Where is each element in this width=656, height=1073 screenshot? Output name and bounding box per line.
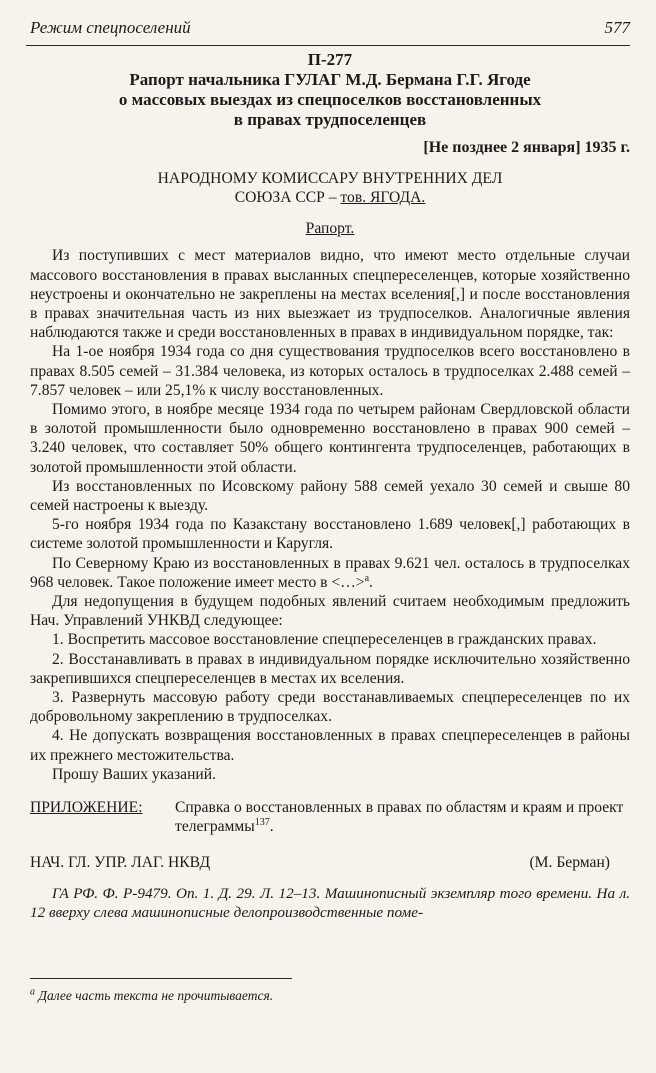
footnote-marker: а (30, 986, 35, 998)
addressee-name: тов. ЯГОДА. (340, 189, 426, 207)
paragraph: Из поступивших с мест материалов видно, что имеют место отдельные случаи массового восстановления в правах высланных спецпереселенцев, которые хозяйственно неустроены и окончательно не закреплены на местах вселения[,] и после восстановления в правах значительная часть из них выезжает из трудпоселков. Аналогичные явления наблюдаются также и среди восстановленных в правах в индивидуальном порядке, так: (30, 247, 630, 342)
appendix (30, 798, 630, 836)
title-line: в правах трудпоселенцев (233, 110, 427, 129)
document-title (30, 70, 630, 130)
signature-name: (М. Берман) (529, 853, 610, 871)
paragraph: Из восстановленных по Исовскому району 588 семей уехало 30 семей и свыше 80 семей настроены к выезду. (30, 477, 630, 515)
header-rule (26, 45, 630, 46)
list-item: 1. Воспретить массовое восстановление спецпереселенцев в гражданских правах. (52, 631, 597, 649)
closing-line: Прошу Ваших указаний. (52, 765, 217, 783)
footnote-ref: а (364, 572, 370, 584)
signature-position: НАЧ. ГЛ. УПР. ЛАГ. НКВД (30, 853, 211, 871)
paragraph: Помимо этого, в ноябре месяце 1934 года по четырем районам Свердловской области в золотой промышленности было одновременно восстановлено в правах 900 семей – 3.240 человек, что составляет 50% общего контингента трудпоселенцев, работающих в золотой промышленности этой области. (30, 401, 630, 476)
document-body (30, 50, 630, 922)
running-header (30, 18, 630, 38)
paragraph: 5-го ноября 1934 года по Казакстану восстановлено 1.689 человек[,] работающих в системе золотой промышленности и Каругля. (30, 516, 630, 553)
footnote (30, 988, 630, 1004)
paragraph: Для недопущения в будущем подобных явлений считаем необходимым предложить Нач. Управлений УНКВД следующее: (30, 593, 630, 630)
addressee (30, 169, 630, 207)
report-heading-text: Рапорт. (305, 220, 355, 238)
appendix-description: Справка о восстановленных в правах по областям и краям и проект телеграммы (175, 799, 624, 836)
addressee-line-1: НАРОДНОМУ КОМИССАРУ ВНУТРЕННИХ ДЕЛ (157, 170, 503, 188)
addressee-line-2 (30, 188, 630, 207)
title-line: Рапорт начальника ГУЛАГ М.Д. Бермана Г.Г. Ягоде (129, 70, 531, 89)
section-title: Режим спецпоселений (30, 18, 191, 37)
title-line: о массовых выездах из спецпоселков восстановленных (118, 90, 542, 109)
appendix-text (175, 798, 630, 836)
page-number: 577 (604, 18, 630, 37)
list-item: 2. Восстанавливать в правах в индивидуальном порядке исключительно хозяйственно закрепившихся спецпереселенцев в местах их вселения. (30, 650, 630, 687)
document-number: П-277 (307, 50, 353, 69)
source-note: ГА РФ. Ф. Р-9479. Оп. 1. Д. 29. Л. 12–13. Машинописный экземпляр того времени. На л. 12 вверху слева машинописные делопроизводственные поме- (30, 884, 630, 921)
paragraph-text: По Северному Краю из восстановленных в правах 9.621 чел. осталось в трудпоселках 968 человек. Такое положение имеет место в <…> (30, 554, 630, 591)
report-heading (30, 219, 630, 238)
list-item: 3. Развернуть массовую работу среди восстанавливаемых спецпереселенцев по их добровольному закреплению в трудпоселках. (30, 689, 630, 726)
document-date: [Не позднее 2 января] 1935 г. (423, 139, 630, 156)
appendix-label: ПРИЛОЖЕНИЕ: (30, 799, 143, 817)
addressee-prefix: СОЮЗА ССР – (234, 189, 341, 207)
endnote-ref: 137 (254, 817, 270, 829)
footnote-text: Далее часть текста не прочитывается. (35, 988, 274, 1003)
appendix-tail: . (269, 818, 274, 836)
paragraph: На 1-ое ноября 1934 года со дня существования трудпоселков всего восстановлено в правах 8.505 семей – 31.384 человека, из которых осталось в трудпоселках 2.488 семей – 7.857 человек – или 25,1% к числу восстановленных. (30, 343, 630, 399)
footnote-rule (30, 978, 292, 979)
list-item: 4. Не допускать возвращения восстановленных в правах спецпереселенцев в районы их прежнего местожительства. (30, 727, 630, 764)
paragraph-with-footnote: По Северному Краю из восстановленных в правах 9.621 чел. осталось в трудпоселках 968 человек. Такое положение имеет место в <…>$^а$. (30, 554, 630, 591)
signature-row (30, 853, 630, 872)
